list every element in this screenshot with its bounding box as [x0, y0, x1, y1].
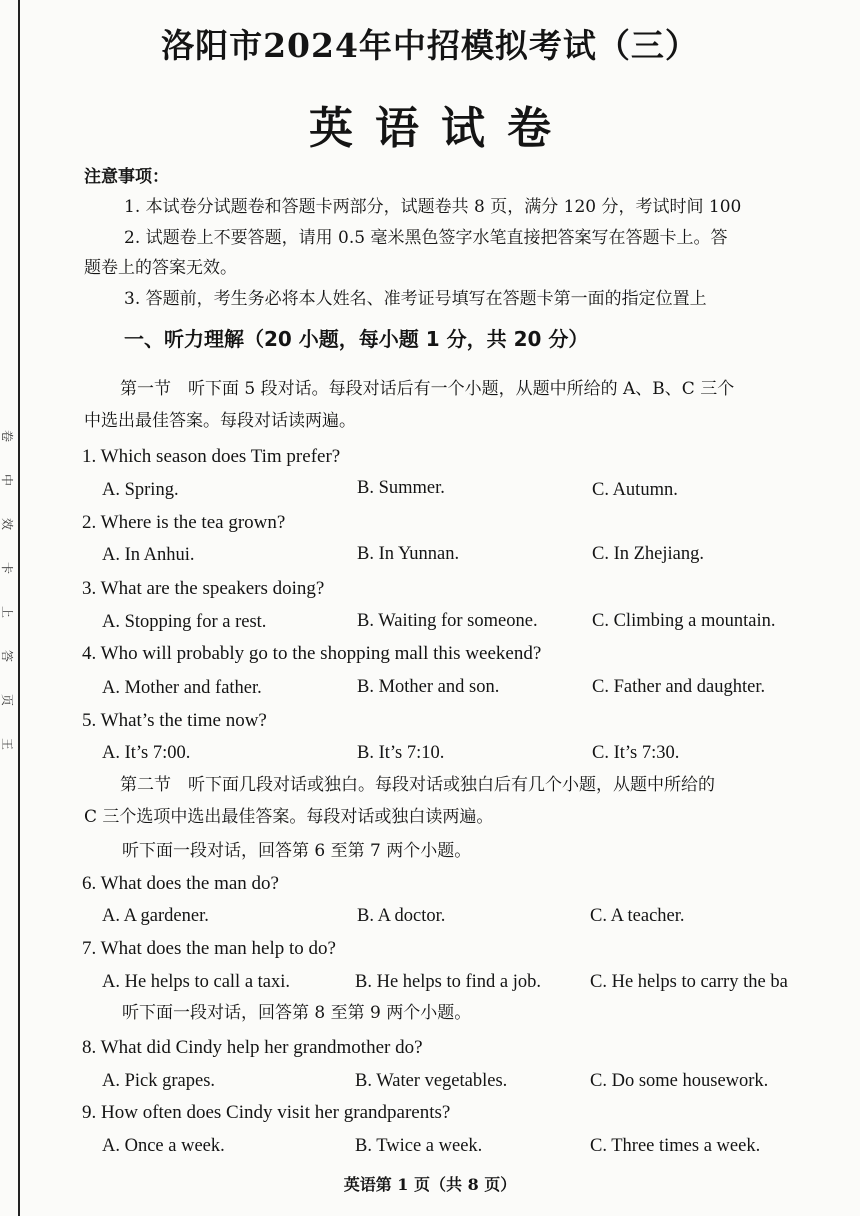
margin-mark: 答: [0, 649, 14, 662]
notice-line-2-cont: 题卷上的答案无效。: [84, 258, 237, 278]
question-9: 9. How often does Cindy visit her grandparents?: [82, 1102, 451, 1123]
question-3: 3. What are the speakers doing?: [82, 578, 325, 599]
q3-option-b: B. Waiting for someone.: [357, 611, 538, 631]
notice-line-2: 2. 试题卷上不要答题，请用 0.5 毫米黑色签字水笔直接把答案写在答题卡上。答: [124, 228, 728, 248]
question-6: 6. What does the man do?: [82, 873, 279, 894]
page-number-footer: 英语第 1 页（共 8 页）: [343, 1175, 517, 1194]
part1-instruction: 第一节 听下面 5 段对话。每段对话后有一个小题，从题中所给的 A、B、C 三个: [120, 379, 735, 399]
q7-option-a: A. He helps to call a taxi.: [102, 972, 291, 992]
margin-mark: 王: [0, 737, 14, 750]
q9-option-c: C. Three times a week.: [590, 1136, 761, 1156]
q5-option-b: B. It’s 7:10.: [357, 743, 445, 763]
part2-instruction-cont: C 三个选项中选出最佳答案。每段对话或独白读两遍。: [84, 807, 494, 827]
q8-option-a: A. Pick grapes.: [102, 1071, 216, 1091]
margin-mark: 卷: [0, 429, 14, 442]
margin-mark: 中: [0, 473, 14, 486]
part1-instruction-cont: 中选出最佳答案。每段对话读两遍。: [84, 411, 356, 431]
q2-option-b: B. In Yunnan.: [357, 544, 460, 564]
dialog-8-9-intro: 听下面一段对话，回答第 8 至第 9 两个小题。: [122, 1003, 472, 1023]
q4-option-c: C. Father and daughter.: [592, 677, 766, 697]
q4-option-a: A. Mother and father.: [102, 678, 262, 698]
question-1: 1. Which season does Tim prefer?: [82, 446, 341, 467]
q4-option-b: B. Mother and son.: [357, 677, 500, 697]
q3-option-a: A. Stopping for a rest.: [102, 612, 267, 632]
q2-option-c: C. In Zhejiang.: [592, 544, 705, 564]
q1-option-c: C. Autumn.: [592, 480, 678, 500]
q6-option-c: C. A teacher.: [590, 906, 685, 926]
question-4: 4. Who will probably go to the shopping mall this weekend?: [82, 643, 542, 664]
margin-mark: 效: [0, 517, 14, 530]
margin-mark: 上: [0, 605, 14, 618]
q8-option-c: C. Do some housework.: [590, 1071, 769, 1091]
question-8: 8. What did Cindy help her grandmother do?: [82, 1037, 423, 1058]
q7-option-b: B. He helps to find a job.: [355, 972, 542, 992]
notice-heading: 注意事项：: [84, 167, 169, 187]
q5-option-a: A. It’s 7:00.: [102, 743, 191, 763]
section-listening-heading: 一、听力理解（20 小题，每小题 1 分，共 20 分）: [124, 327, 589, 351]
dialog-6-7-intro: 听下面一段对话，回答第 6 至第 7 两个小题。: [122, 841, 472, 861]
notice-line-3: 3. 答题前，考生务必将本人姓名、准考证号填写在答题卡第一面的指定位置上: [124, 289, 707, 309]
q3-option-c: C. Climbing a mountain.: [592, 611, 776, 631]
question-7: 7. What does the man help to do?: [82, 938, 336, 959]
margin-mark: 卡: [0, 561, 14, 574]
q1-option-b: B. Summer.: [357, 478, 445, 498]
q7-option-c: C. He helps to carry the ba: [590, 972, 788, 992]
question-5: 5. What’s the time now?: [82, 710, 267, 731]
q1-option-a: A. Spring.: [102, 480, 179, 500]
q6-option-a: A. A gardener.: [102, 906, 209, 926]
q8-option-b: B. Water vegetables.: [355, 1071, 508, 1091]
q2-option-a: A. In Anhui.: [102, 545, 195, 565]
question-2: 2. Where is the tea grown?: [82, 512, 286, 533]
exam-title: 洛阳市2024年中招模拟考试（三）: [161, 26, 699, 65]
q9-option-a: A. Once a week.: [102, 1136, 225, 1156]
margin-mark: 页: [0, 693, 14, 706]
q6-option-b: B. A doctor.: [357, 906, 446, 926]
part2-instruction: 第二节 听下面几段对话或独白。每段对话或独白后有几个小题，从题中所给的: [120, 775, 715, 795]
q5-option-c: C. It’s 7:30.: [592, 743, 680, 763]
notice-line-1: 1. 本试卷分试题卷和答题卡两部分，试题卷共 8 页，满分 120 分，考试时间 100: [124, 197, 742, 217]
exam-subject: 英语试卷: [309, 103, 573, 154]
q9-option-b: B. Twice a week.: [355, 1136, 483, 1156]
